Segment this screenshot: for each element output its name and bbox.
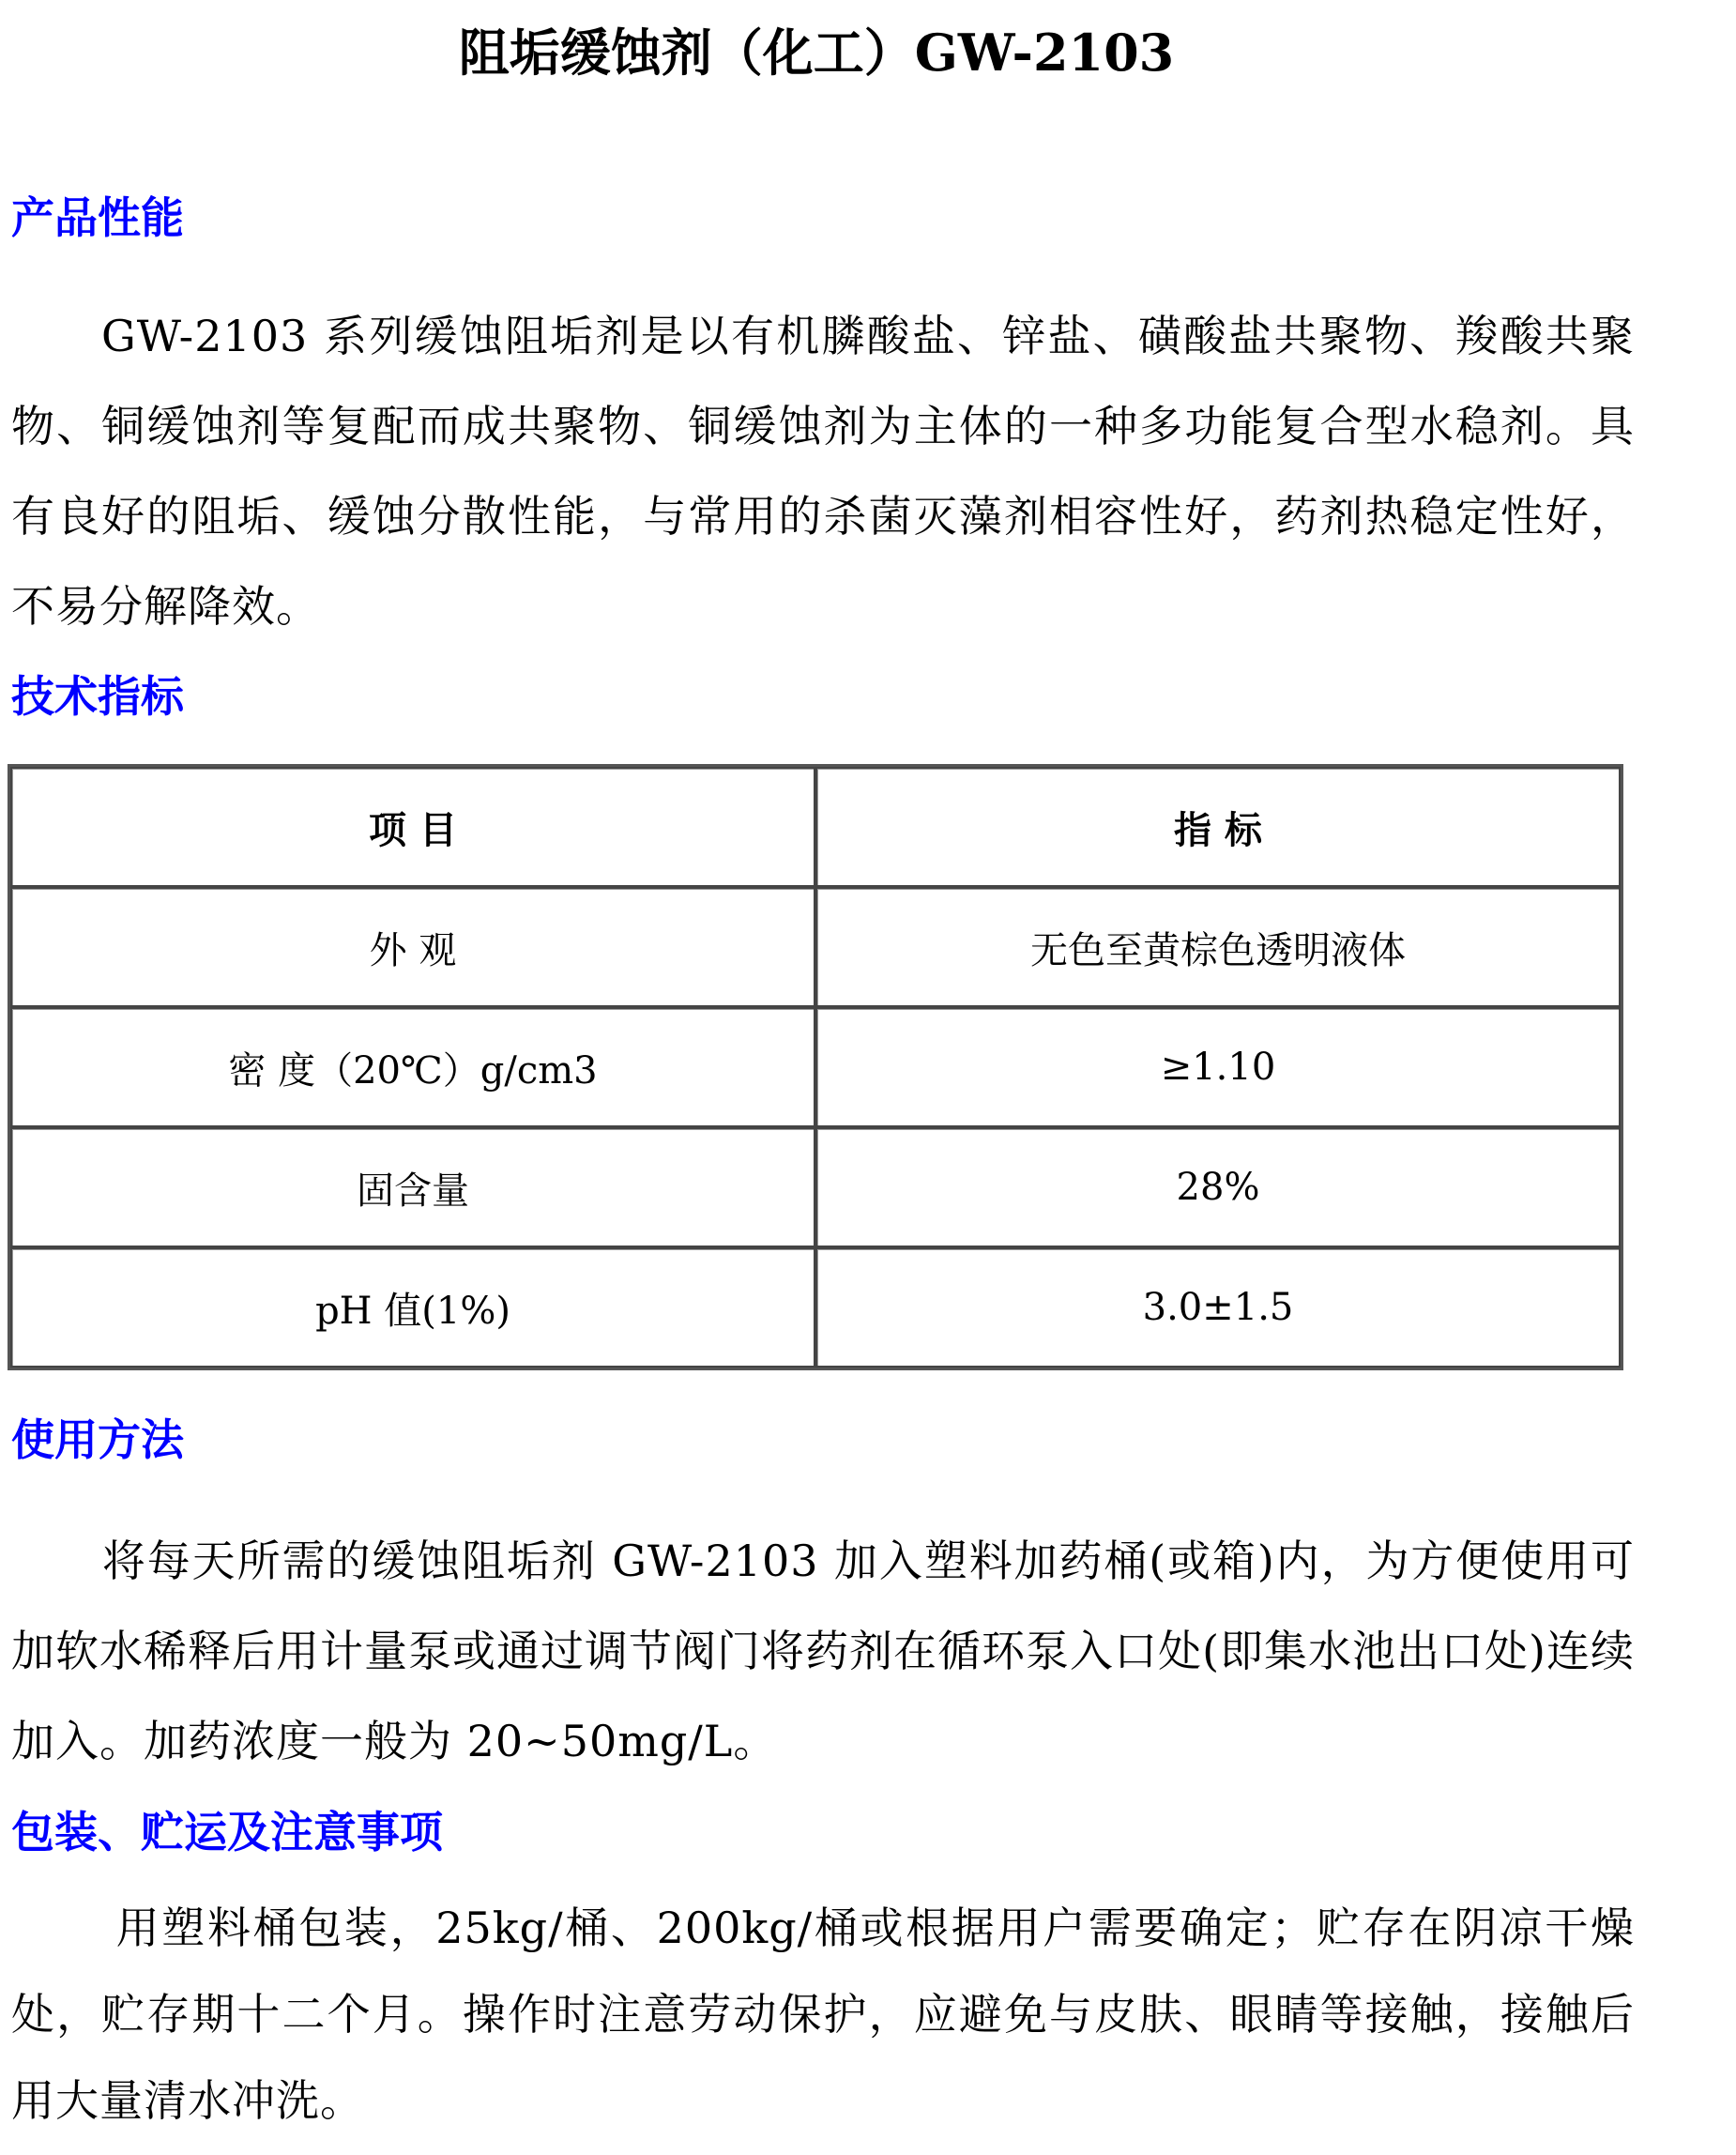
performance-paragraph xyxy=(11,291,1635,651)
spec-item-appearance: 外 观 xyxy=(10,887,815,1007)
spec-item-solid-content: 固含量 xyxy=(10,1127,815,1247)
spec-table xyxy=(8,764,1623,1370)
spec-value-appearance: 无色至黄棕色透明液体 xyxy=(815,887,1621,1007)
column-header-value: 指 标 xyxy=(815,767,1621,887)
performance-text: GW-2103 系列缓蚀阻垢剂是以有机膦酸盐、锌盐、磺酸盐共聚物、羧酸共聚物、铜缓蚀剂等复配而成共聚物、铜缓蚀剂为主体的一种多功能复合型水稳剂。具有良好的阻垢、缓蚀分散性能，与常用的杀菌灭藻剂相容性好，药剂热稳定性好，不易分解降效。 xyxy=(11,311,1635,632)
section-heading-packaging: 包装、贮运及注意事项 xyxy=(11,1807,443,1857)
section-heading-specs: 技术指标 xyxy=(11,671,184,722)
spec-value-solid-content: 28% xyxy=(815,1127,1621,1247)
section-heading-usage: 使用方法 xyxy=(11,1414,184,1465)
column-header-item: 项 目 xyxy=(10,767,815,887)
spec-item-ph: pH 值(1%) xyxy=(10,1247,815,1368)
table-row xyxy=(10,1247,1621,1368)
table-row xyxy=(10,1127,1621,1247)
section-heading-performance: 产品性能 xyxy=(11,192,184,243)
table-header-row xyxy=(10,767,1621,887)
usage-paragraph xyxy=(11,1516,1635,1786)
packaging-paragraph xyxy=(11,1885,1635,2144)
document-title: 阻垢缓蚀剂（化工）GW-2103 xyxy=(458,23,1175,83)
table-row xyxy=(10,1007,1621,1127)
packaging-text: 用塑料桶包装，25kg/桶、200kg/桶或根据用户需要确定；贮存在阴凉干燥处，贮存期十二个月。操作时注意劳动保护，应避免与皮肤、眼睛等接触，接触后用大量清水冲洗。 xyxy=(11,1903,1635,2126)
table-row xyxy=(10,887,1621,1007)
spec-value-density: ≥1.10 xyxy=(815,1007,1621,1127)
spec-value-ph: 3.0±1.5 xyxy=(815,1247,1621,1368)
spec-item-density: 密 度（20℃）g/cm3 xyxy=(10,1007,815,1127)
usage-text: 将每天所需的缓蚀阻垢剂 GW-2103 加入塑料加药桶(或箱)内，为方便使用可加软水稀释后用计量泵或通过调节阀门将药剂在循环泵入口处(即集水池出口处)连续加入。加药浓度一般为 20~50mg/L。 xyxy=(11,1536,1635,1766)
